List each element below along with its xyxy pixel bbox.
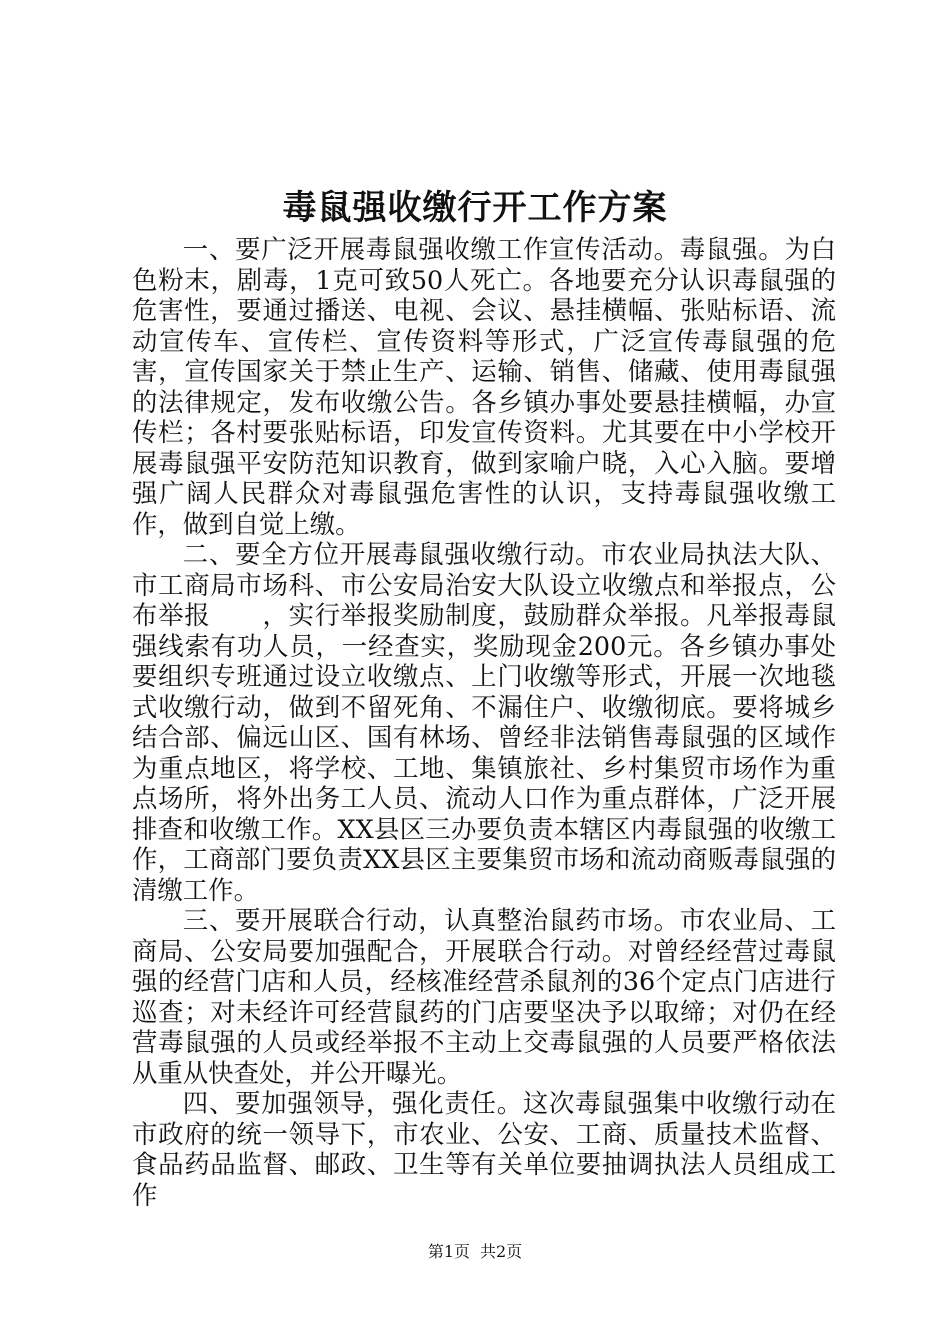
page-total: 共2页 <box>480 1242 523 1261</box>
paragraph-2: 二、要全方位开展毒鼠强收缴行动。市农业局执法大队、市工商局市场科、市公安局治安大队设立收缴点和举报点，公布举报 ，实行举报奖励制度，鼓励群众举报。凡举报毒鼠强线索有功人员，一经查实，奖励现金200元。各乡镇办事处要组织专班通过设立收缴点、上门收缴等形式，开展一次地毯式收缴行动，做到不留死角、不漏住户、收缴彻底。要将城乡结合部、偏远山区、国有林场、曾经非法销售毒鼠强的区域作为重点地区，将学校、工地、集镇旅社、乡村集贸市场作为重点场所，将外出务工人员、流动人口作为重点群体，广泛开展排查和收缴工作。XX县区三办要负责本辖区内毒鼠强的收缴工作，工商部门要负责XX县区主要集贸市场和流动商贩毒鼠强的清缴工作。 <box>132 539 836 905</box>
document-title: 毒鼠强收缴行开工作方案 <box>282 188 668 228</box>
document-body <box>132 234 836 1210</box>
page-number: 第1页 <box>427 1242 470 1261</box>
paragraph-1: 一、要广泛开展毒鼠强收缴工作宣传活动。毒鼠强。为白色粉末，剧毒，1克可致50人死亡。各地要充分认识毒鼠强的危害性，要通过播送、电视、会议、悬挂横幅、张贴标语、流动宣传车、宣传栏、宣传资料等形式，广泛宣传毒鼠强的危害，宣传国家关于禁止生产、运输、销售、储藏、使用毒鼠强的法律规定，发布收缴公告。各乡镇办事处要悬挂横幅，办宣传栏；各村要张贴标语，印发宣传资料。尤其要在中小学校开展毒鼠强平安防范知识教育，做到家喻户晓，入心入脑。要增强广阔人民群众对毒鼠强危害性的认识，支持毒鼠强收缴工作，做到自觉上缴。 <box>132 234 836 539</box>
page-footer <box>0 1241 950 1263</box>
paragraph-3: 三、要开展联合行动，认真整治鼠药市场。市农业局、工商局、公安局要加强配合，开展联合行动。对曾经经营过毒鼠强的经营门店和人员，经核准经营杀鼠剂的36个定点门店进行巡查；对未经许可经营鼠药的门店要坚决予以取缔；对仍在经营毒鼠强的人员或经举报不主动上交毒鼠强的人员要严格依法从重从快查处，并公开曝光。 <box>132 905 836 1088</box>
paragraph-4: 四、要加强领导，强化责任。这次毒鼠强集中收缴行动在市政府的统一领导下，市农业、公安、工商、质量技术监督、食品药品监督、邮政、卫生等有关单位要抽调执法人员组成工作 <box>132 1088 836 1210</box>
